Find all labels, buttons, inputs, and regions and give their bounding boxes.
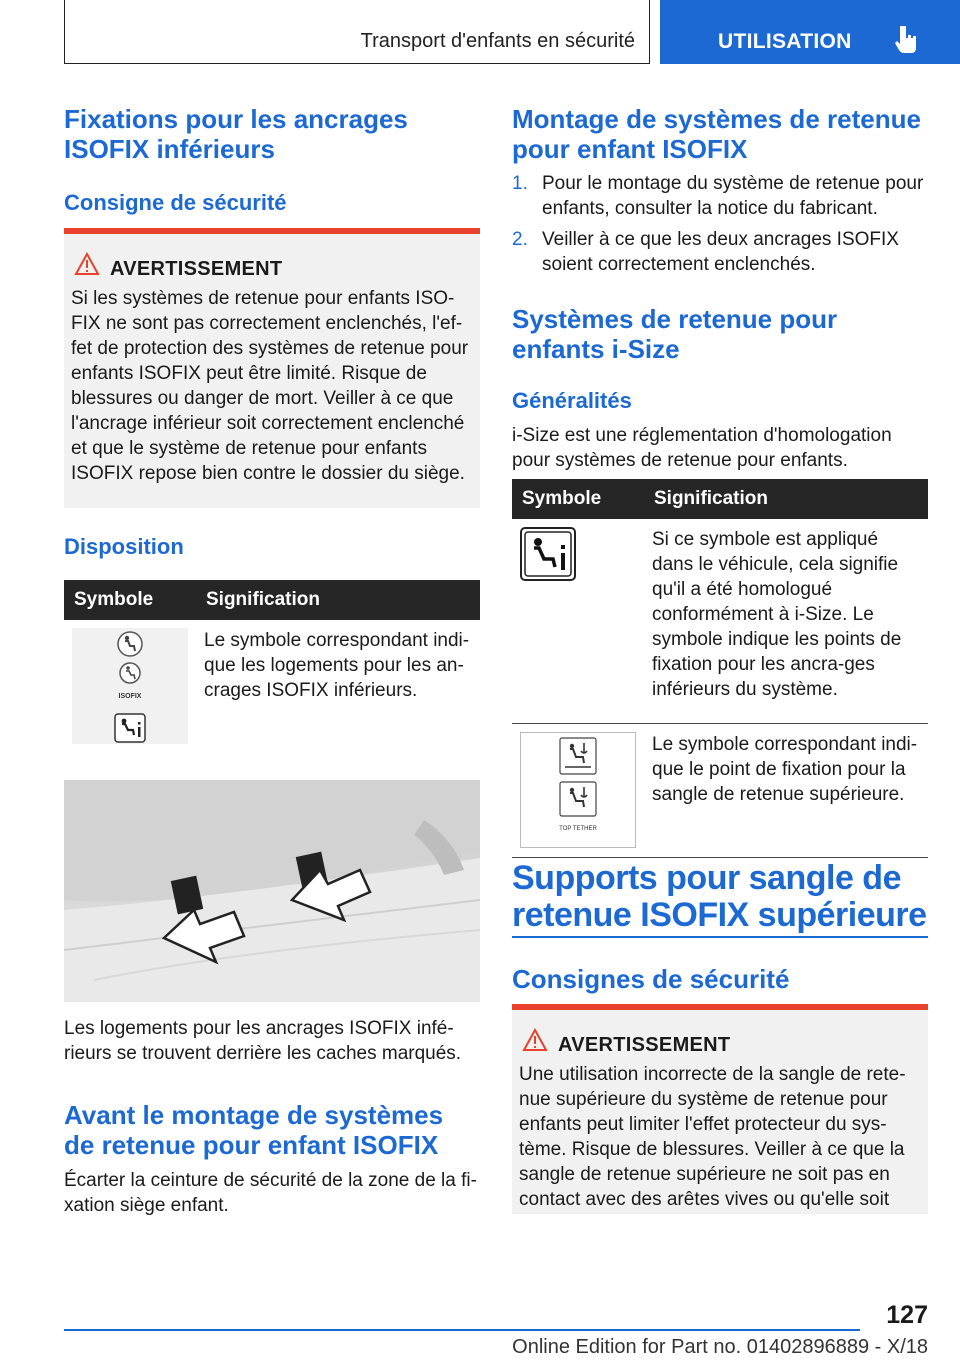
heading-consigne: Consigne de sécurité [64,190,287,215]
warning-text: Une utilisation incorrecte de la sangle de rete-nue supérieure du système de retenue pour enfants peut limiter l'effet protecteur du sys-tème. Risque de blessures. Veiller à ce que la sangle de retenue supérieure ne soit pas en contact avec des arêtes vives ou qu'elle soit [519,1064,906,1210]
footer-edition: Online Edition for Part no. 01402896889 - X/18 [512,1336,928,1358]
isize-seat-icon [114,713,146,743]
heading-consignes: Consignes de sécurité [512,964,790,994]
child-seat-icon [116,630,144,658]
avant-text: Écarter la ceinture de sécurité de la zone de la fi-xation siège enfant. [64,1170,477,1216]
warning-title: AVERTISSEMENT [110,258,283,280]
warning-triangle-icon [74,252,100,276]
isize-symbol-icon [520,527,576,581]
table-header-symbol: Symbole [64,580,196,620]
heading-isize: Systèmes de retenue pour enfants i-Size [512,304,838,364]
heading-avant-montage: Avant le montage de systèmes de retenue pour enfant ISOFIX [64,1100,444,1160]
montage-steps [512,171,928,283]
warning-box [512,1004,928,1214]
table-header-symbol: Symbole [512,479,644,519]
warning-box [64,228,480,508]
hand-pointer-icon [892,24,922,54]
header-chapter-tab [660,0,960,64]
warning-title: AVERTISSEMENT [558,1034,731,1056]
step-number: 1. [512,173,528,194]
generalites-text: i-Size est une réglementation d'homologation pour systèmes de retenue pour enfants. [512,425,892,471]
page-number: 127 [886,1301,928,1329]
top-tether-symbols [520,732,636,848]
table-cell-meaning: Si ce symbole est appliqué dans le véhicule, cela signifie qu'il a été homologué conformément à i-Size. Le symbole indique les points de fixation pour les ancra-ges inférieurs du système. [644,519,928,723]
warning-text: Si les systèmes de retenue pour enfants ISO-FIX ne sont pas correctement enclenchés, l'ef-fet de protection des systèmes de retenue pour enfants ISOFIX peut être limité. Risque de blessures ou danger de mort. Veiller à ce que l'ancrage inférieur soit correctement enclenché et que le système de retenue pour enfants ISOFIX repose bien contre le dossier du siège. [71,288,469,484]
table-cell-meaning: Le symbole correspondant indi-que le point de fixation pour la sangle de retenue supérieure. [644,723,928,857]
heading-disposition: Disposition [64,534,184,559]
header-chapter-title: UTILISATION [718,30,852,53]
heading-montage: Montage de systèmes de retenue pour enfant ISOFIX [512,104,921,164]
warning-triangle-icon [522,1028,548,1052]
header-section-title: Transport d'enfants en sécurité [360,30,635,52]
header-section-tab [64,0,650,64]
heading-supports: Supports pour sangle de retenue ISOFIX supérieure [512,859,927,934]
table-row [512,519,928,723]
symbol-table-isize [512,479,928,858]
step-text: Pour le montage du système de retenue pour enfants, consulter la notice du fabricant. [542,173,924,219]
table-header-meaning: Signification [196,580,480,620]
isofix-icon-label: ISOFIX [118,692,142,700]
footer-rule [64,1329,860,1331]
seat-anchor-photo [64,780,480,1002]
table-cell-meaning: Le symbole correspondant indi-que les logements pour les an-crages ISOFIX inférieurs. [196,620,480,794]
list-item [512,227,928,277]
heading-fixations: Fixations pour les ancrages ISOFIX inférieurs [64,104,408,164]
top-tether-icon-label: TOP TETHER [559,826,597,832]
step-number: 2. [512,229,528,250]
table-row [64,620,480,794]
seat-illustration [64,780,480,1002]
isofix-symbols [72,628,188,744]
isofix-child-seat-icon [118,662,142,684]
step-text: Veiller à ce que les deux ancrages ISOFIX soient correctement enclenchés. [542,229,899,275]
tether-anchor-icon [559,737,597,775]
tether-anchor-icon [559,781,597,817]
photo-caption: Les logements pour les ancrages ISOFIX infé-rieurs se trouvent derrière les caches marqués. [64,1018,462,1064]
table-header-meaning: Signification [644,479,928,519]
heading-generalites: Généralités [512,388,632,413]
symbol-table-isofix [64,580,480,795]
table-row [512,723,928,857]
list-item [512,171,928,221]
heading-rule [512,936,928,938]
